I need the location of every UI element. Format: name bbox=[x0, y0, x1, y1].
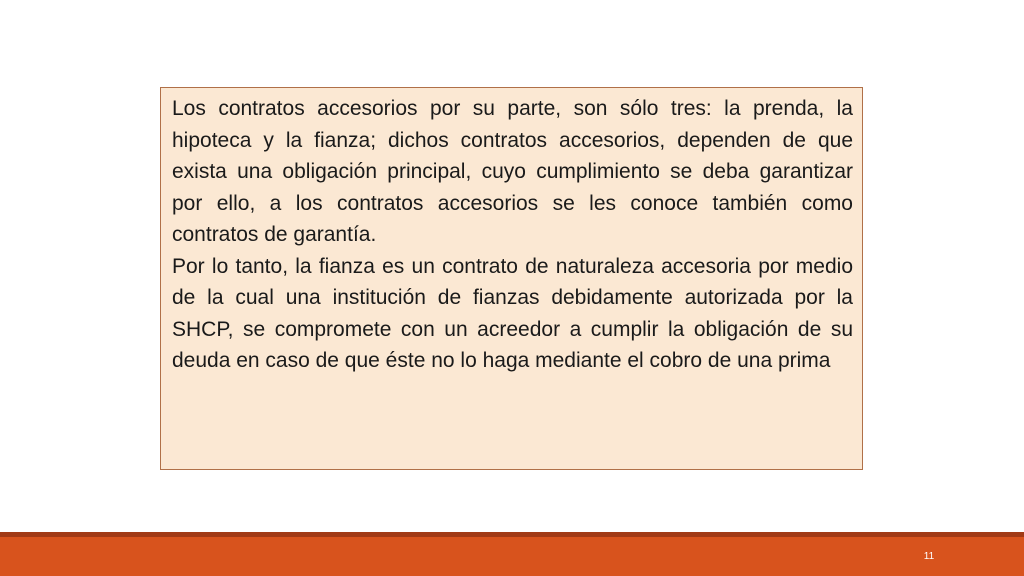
paragraph-fianza: Por lo tanto, la fianza es un contrato de naturaleza accesoria por medio de la cual una institución de fianzas debidamente autorizada por la SHCP, se compromete con un acreedor a cumplir la obligación de su deuda en caso de que éste no lo haga mediante el cobro de una prima bbox=[172, 254, 853, 372]
paragraph-contratos-accesorios: Los contratos accesorios por su parte, son sólo tres: la prenda, la hipoteca y la fianza; dichos contratos accesorios, dependen de que exista una obligación principal, cuyo cumplimiento se deba garantizar por ello, a los contratos accesorios se les conoce también como contratos de garantía. bbox=[172, 97, 853, 246]
page-number: 11 bbox=[923, 551, 935, 562]
text-box bbox=[160, 87, 863, 470]
footer-band bbox=[0, 537, 1024, 576]
